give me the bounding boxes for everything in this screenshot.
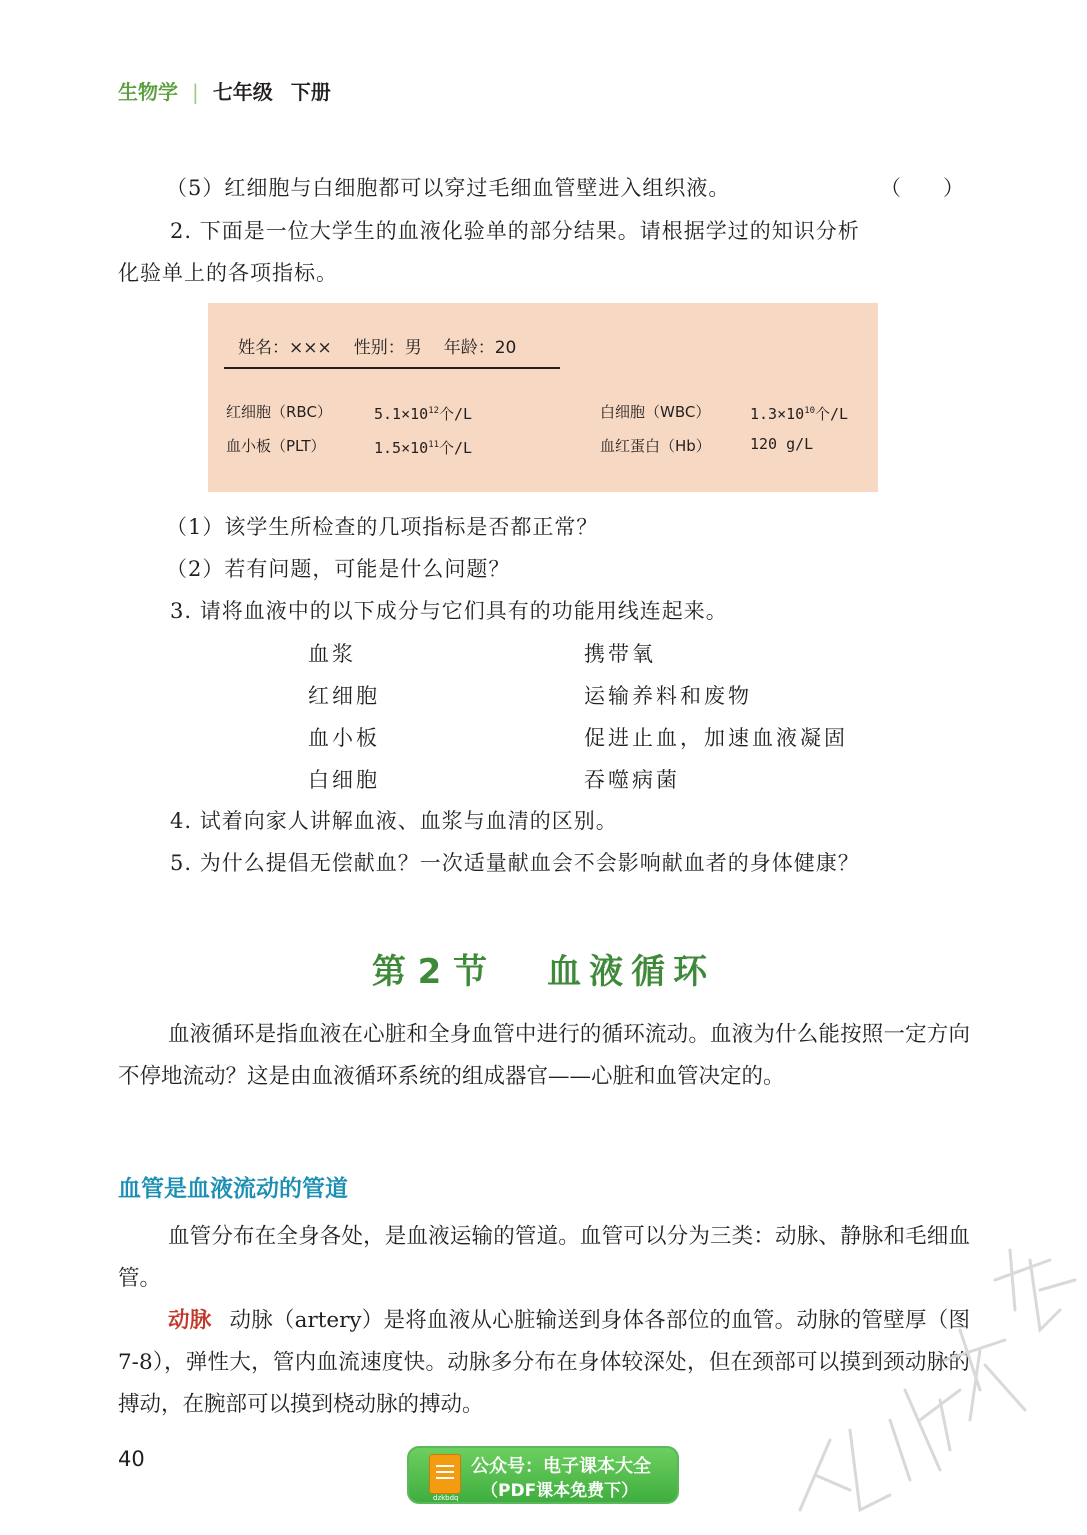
- plt-label: 血小板（PLT）: [226, 437, 326, 455]
- report-gender: 性别：男: [353, 338, 422, 358]
- header-separator: |: [192, 80, 199, 104]
- intro-paragraph: 血液循环是指血液在心脏和全身血管中进行的循环流动。血液为什么能按照一定方向不停地流动？这是由血液循环系统的组成器官——心脏和血管决定的。: [118, 1022, 970, 1089]
- exercise-1-5: （5）红细胞与白细胞都可以穿过毛细血管壁进入组织液。: [166, 176, 731, 200]
- volume-label: 下册: [290, 80, 331, 104]
- exercise-2-sub1: （1）该学生所检查的几项指标是否都正常？: [166, 515, 599, 539]
- hb-label: 血红蛋白（Hb）: [600, 437, 711, 455]
- artery-text: 动脉（artery）是将血液从心脏输送到身体各部位的血管。动脉的管壁厚（图 7-8），弹性大，管内血流速度快。动脉多分布在身体较深处，但在颈部可以摸到颈动脉的搏动，在腕部可以摸到桡动脉的搏动。: [118, 1308, 970, 1417]
- page-number: 40: [118, 1447, 145, 1471]
- wbc-label: 白细胞（WBC）: [600, 403, 711, 421]
- exercise-2-line1: 2. 下面是一位大学生的血液化验单的部分结果。请根据学过的知识分析: [170, 219, 860, 243]
- section-name: 血液循环: [547, 952, 716, 992]
- vessel-paragraph: 血管分布在全身各处，是血液运输的管道。血管可以分为三类：动脉、静脉和毛细血管。: [118, 1224, 970, 1291]
- exercise-3: 3. 请将血液中的以下成分与它们具有的功能用线连起来。: [170, 599, 728, 623]
- hb-value: 120 g/L: [750, 435, 814, 453]
- blood-test-report: [208, 303, 878, 492]
- exercise-4: 4. 试着向家人讲解血液、血浆与血清的区别。: [170, 809, 618, 833]
- function-item: 携带氧: [584, 642, 656, 666]
- rbc-value: $5.1\times 10^{12}$个/L: [374, 405, 473, 423]
- wbc-value: $1.3\times 10^{10}$个/L: [750, 405, 849, 423]
- promo-badge: [407, 1446, 679, 1504]
- function-item: 运输养料和废物: [584, 684, 752, 708]
- grade-label: 七年级: [212, 80, 273, 104]
- publisher-watermark: [740, 1190, 1080, 1530]
- badge-line1: 公众号：电子课本大全: [471, 1456, 651, 1477]
- book-icon: [429, 1454, 461, 1494]
- component-item: 血浆: [308, 642, 356, 666]
- exercise-2-line2: 化验单上的各项指标。: [118, 261, 338, 285]
- component-item: 红细胞: [308, 684, 380, 708]
- rbc-label: 红细胞（RBC）: [226, 403, 332, 421]
- section-number: 第 2 节: [371, 952, 488, 992]
- report-age: 年龄：20: [443, 338, 517, 358]
- report-divider: [224, 367, 560, 369]
- exercise-2-sub2: （2）若有问题，可能是什么问题？: [166, 557, 511, 581]
- artery-term: 动脉: [168, 1308, 212, 1333]
- badge-line2: （PDF课本免费下）: [481, 1481, 639, 1501]
- component-item: 白细胞: [308, 768, 380, 792]
- exercise-5: 5. 为什么提倡无偿献血？一次适量献血会不会影响献血者的身体健康？: [170, 851, 860, 875]
- function-item: 吞噬病菌: [584, 768, 680, 792]
- answer-parenthesis: （ ）: [880, 176, 964, 200]
- component-item: 血小板: [308, 726, 380, 750]
- badge-icon-text: dzkbdq: [433, 1494, 459, 1502]
- subheading: 血管是血液流动的管道: [118, 1176, 348, 1202]
- report-name: 姓名：×××: [238, 338, 332, 358]
- subject-label: 生物学: [118, 80, 178, 104]
- report-header: [238, 333, 538, 358]
- page-header: [118, 76, 331, 105]
- function-item: 促进止血，加速血液凝固: [584, 726, 848, 750]
- section-title: [0, 944, 1087, 993]
- plt-value: $1.5\times 10^{11}$个/L: [374, 439, 473, 457]
